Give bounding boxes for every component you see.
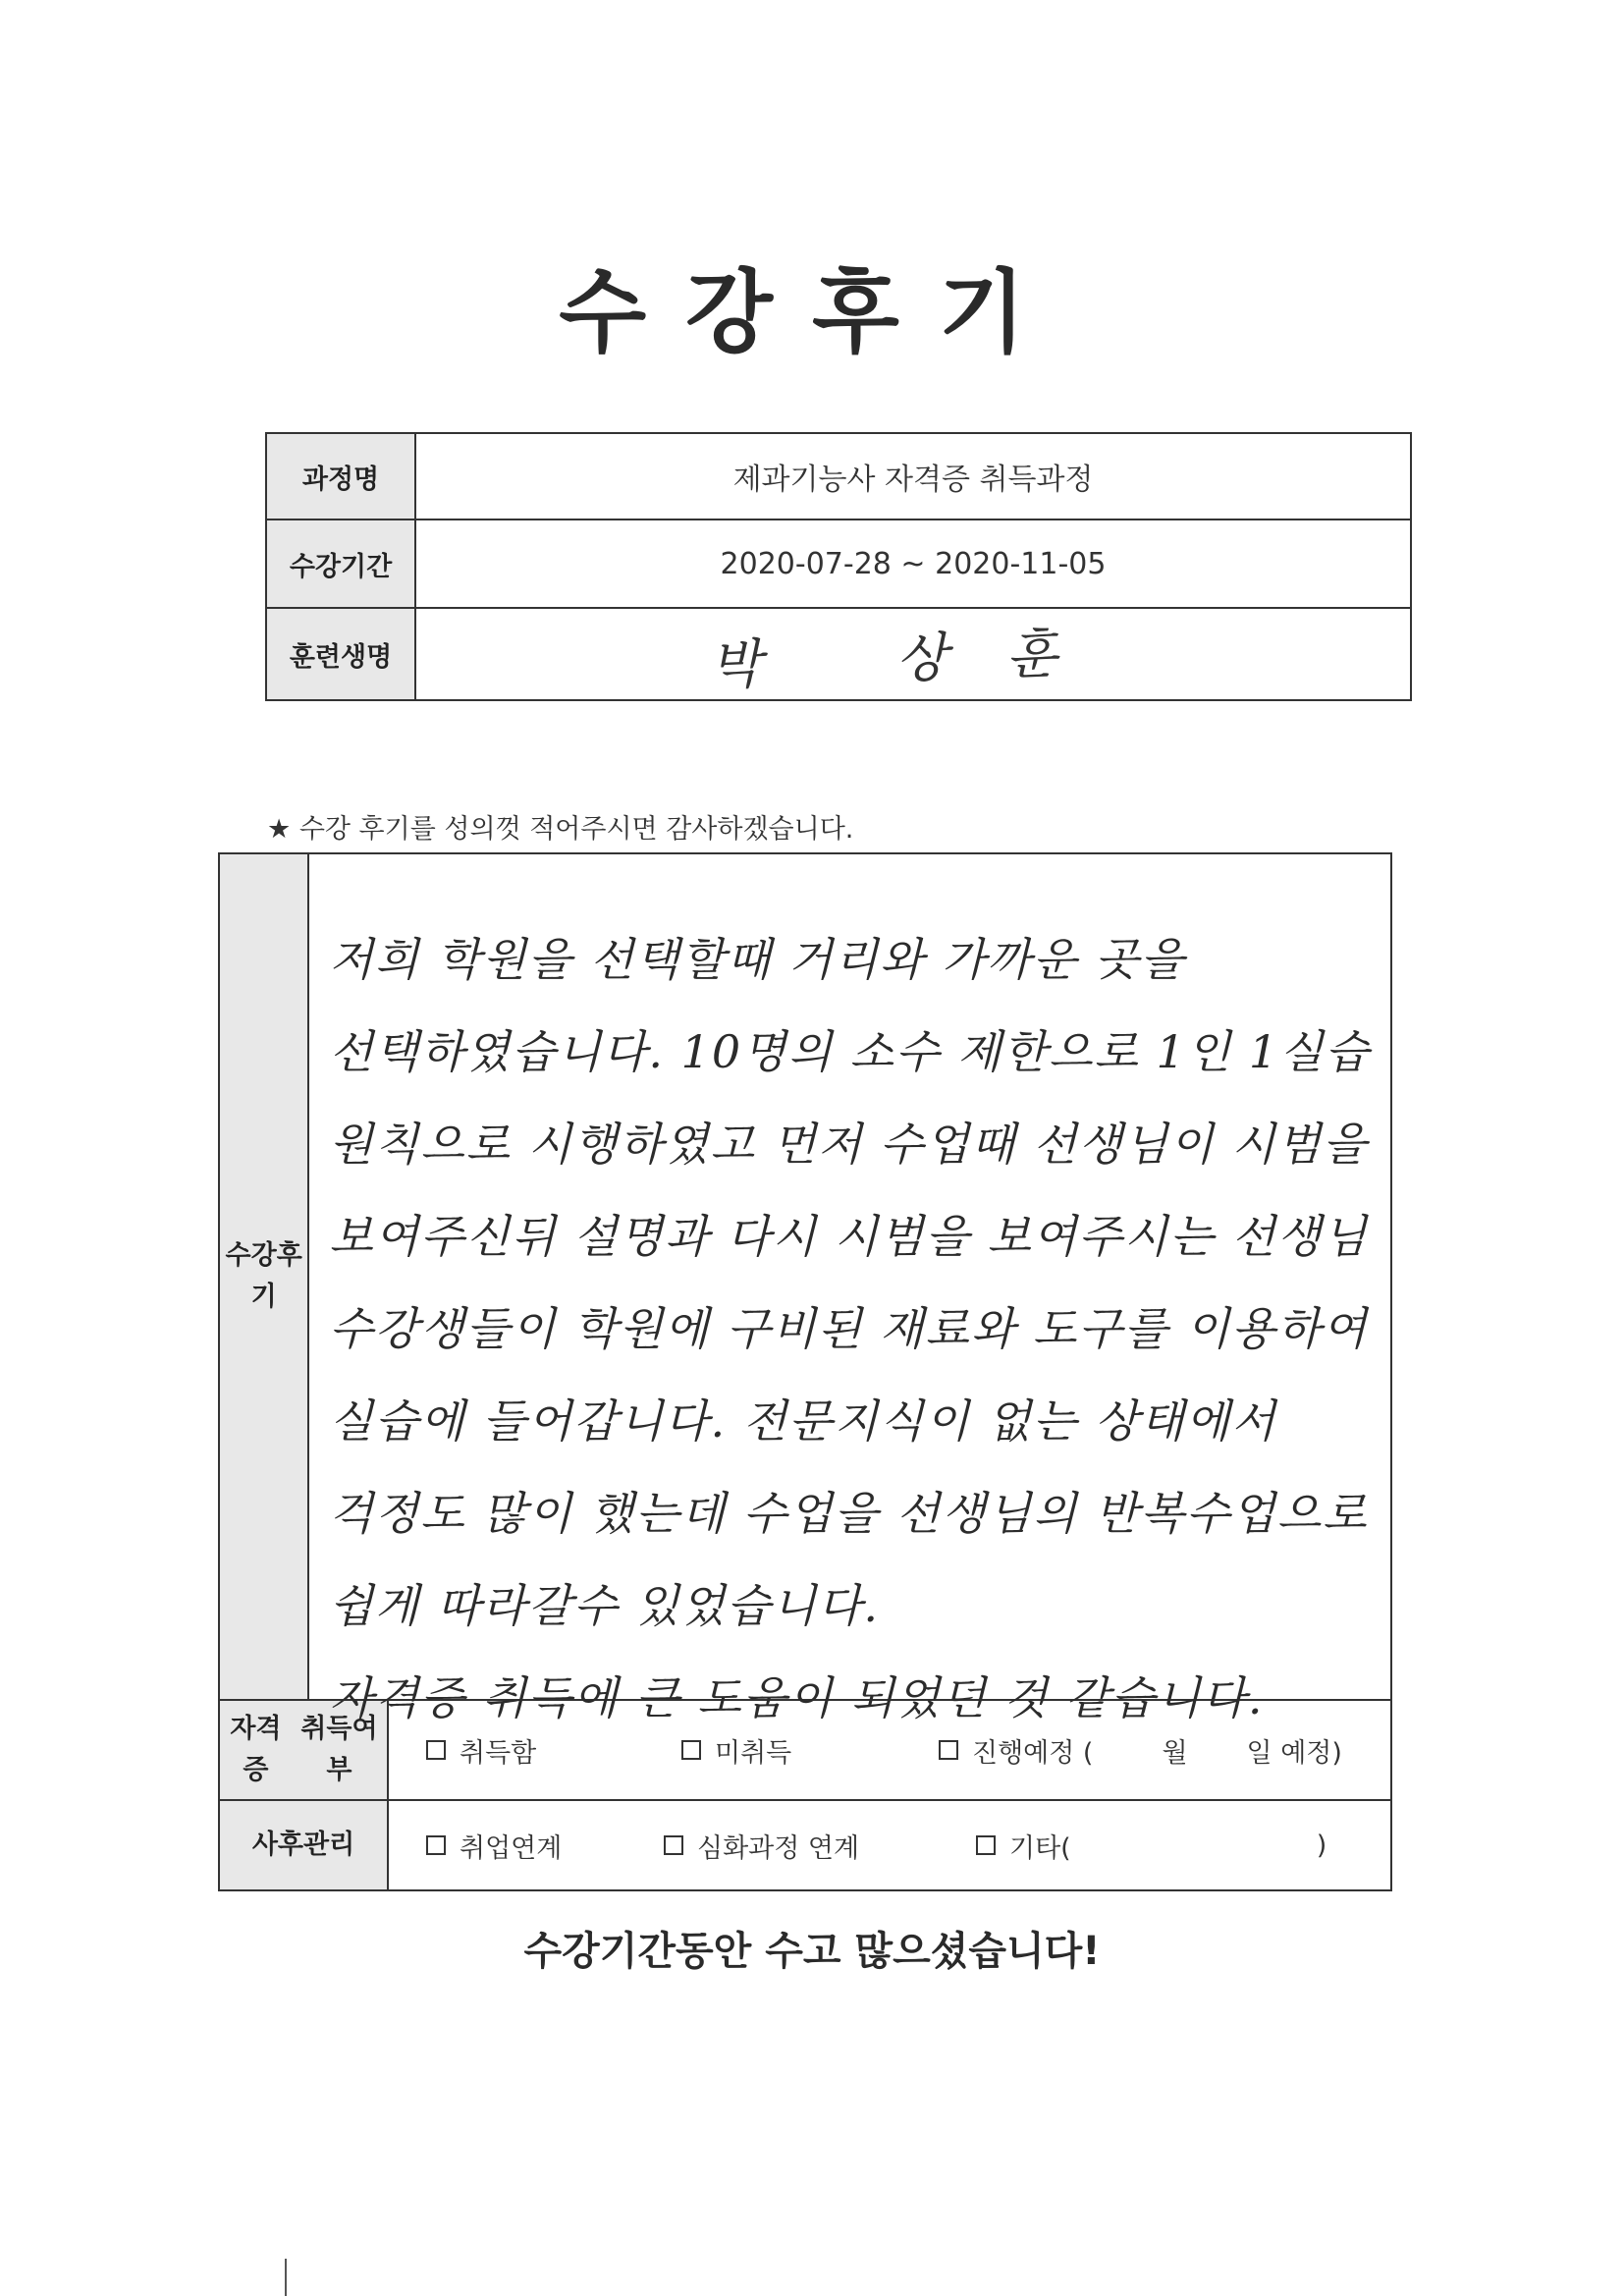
certificate-label-line1: 자격증 [230,1714,282,1785]
review-table [218,852,1392,1891]
review-line: 수강생들이 학원에 구비된 재료와 도구를 이용하여 [329,1302,1369,1355]
checkbox-icon [939,1740,958,1760]
certificate-row [220,1701,1390,1801]
trainee-name-field[interactable] [416,609,1410,699]
closing-message: 수강기간동안 수고 많으셨습니다! [523,1929,1101,1974]
day-label: 일 예정) [1246,1737,1342,1769]
review-label: 수강후기 [220,854,309,1699]
option-other-label: 기타( [1009,1832,1071,1864]
period-value: 2020-07-28 ~ 2020-11-05 [720,546,1107,581]
option-job-link[interactable] [426,1827,664,1865]
period-label: 수강기간 [267,520,416,607]
option-job-link-label: 취업연계 [460,1832,563,1864]
option-other-close: ) [1316,1830,1327,1861]
review-line: 선택하였습니다. 10명의 소수 제한으로 1인 1실습 [329,1025,1371,1078]
aftercare-label: 사후관리 [220,1801,389,1889]
option-not-acquired-label: 미취득 [715,1737,792,1769]
month-label: 월 [1162,1737,1188,1769]
checkbox-icon [681,1740,701,1760]
period-row [267,520,1410,609]
checkbox-icon [664,1835,683,1855]
option-other[interactable] [976,1827,1326,1865]
instruction-text: 수강 후기를 성의껏 적어주시면 감사하겠습니다. [298,814,854,845]
review-line: 걱정도 많이 했는데 수업을 선생님의 반복수업으로 [329,1487,1369,1540]
option-planned-label: 진행예정 ( [972,1737,1094,1769]
course-name-label: 과정명 [267,434,416,519]
option-acquired[interactable] [426,1731,681,1770]
review-row [220,854,1390,1724]
option-advanced-course[interactable] [664,1827,976,1865]
star-icon: ★ [267,814,292,845]
page-title: 수강후기 [559,260,1065,365]
trainee-name-handwritten: 박 상훈 [709,620,1117,696]
option-planned[interactable] [939,1731,1342,1770]
course-name-row [267,434,1410,520]
aftercare-row [220,1801,1390,1889]
review-line: 자격증 취득에 큰 도움이 되었던 것 같습니다. [329,1671,1265,1724]
option-not-acquired[interactable] [681,1731,939,1770]
certificate-label-line2: 취득여부 [300,1714,378,1785]
course-info-table [265,432,1412,701]
scan-edge-mark [285,2259,287,2296]
review-line: 보여주신뒤 설명과 다시 시범을 보여주시는 선생님 [329,1210,1369,1263]
review-line: 저희 학원을 선택할때 거리와 가까운 곳을 [329,933,1186,986]
course-name-value: 제과기능사 자격증 취득과정 [732,463,1094,497]
certificate-options [389,1701,1390,1799]
instruction-note [267,807,853,846]
option-advanced-course-label: 심화과정 연계 [697,1832,860,1864]
checkbox-icon [976,1835,996,1855]
review-line: 쉽게 따라갈수 있었습니다. [329,1579,881,1632]
option-acquired-label: 취득함 [460,1737,537,1769]
trainee-label: 훈련생명 [267,609,416,699]
trainee-row [267,609,1410,699]
review-line: 원칙으로 시행하였고 먼저 수업때 선생님이 시범을 [329,1118,1369,1171]
review-line: 실습에 들어갑니다. 전문지식이 없는 상태에서 [329,1394,1277,1448]
checkbox-icon [426,1740,446,1760]
checkbox-icon [426,1835,446,1855]
aftercare-options [389,1801,1390,1889]
review-text-area[interactable] [309,854,1390,1724]
